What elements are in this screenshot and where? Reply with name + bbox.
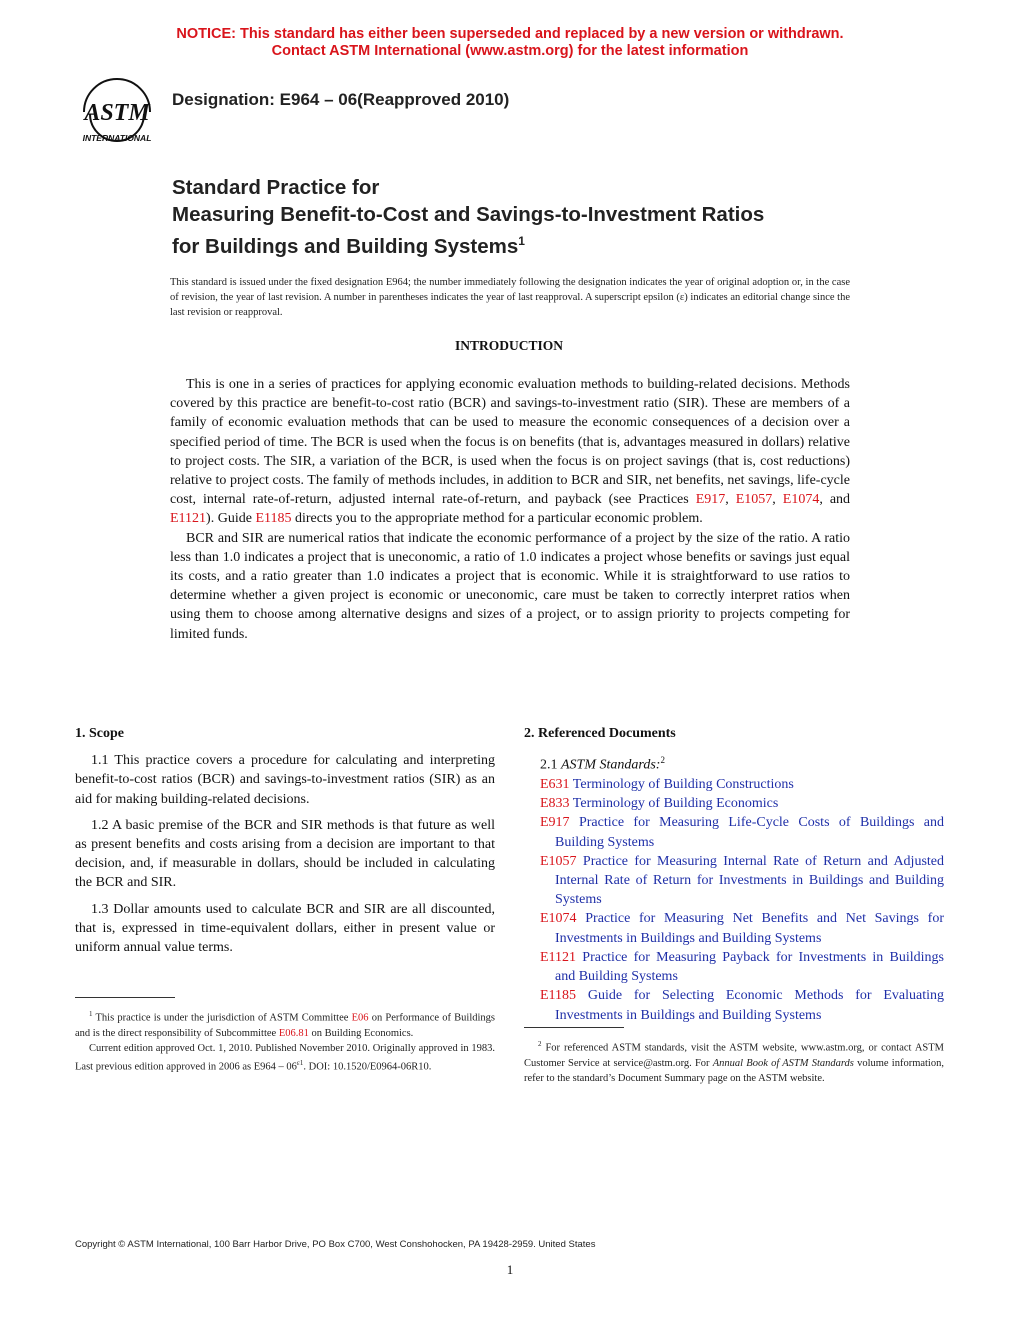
footnote-rule-right [524, 1027, 624, 1028]
footnote-1-paragraph-1: $^1$ This practice is under the jurisdiction of ASTM Committee E06 on Performance of Buildings and is the direct responsibility of Subcommittee E06.81 on Building Economics. [75, 1010, 495, 1039]
referenced-standard-item [524, 794, 944, 813]
title-line-1: Standard Practice for [172, 176, 380, 199]
scope-paragraph-1-2: 1.2 A basic premise of the BCR and SIR methods is that future as well as present benefits and costs arising from a decision are important to that decision, and, if measurable in dollars, should be included in calculating the BCR and SIR. [75, 817, 495, 891]
referenced-standard-title-link[interactable]: Practice for Measuring Internal Rate of Return and Adjusted Internal Rate of Return for Investments in Buildings and Building Systems [555, 853, 944, 908]
footnote-rule-left [75, 997, 175, 998]
title-footnote-mark: 1 [518, 234, 525, 248]
title-line-2: Measuring Benefit-to-Cost and Savings-to-Investment Ratios [172, 202, 765, 226]
referenced-standard-title-link[interactable]: Practice for Measuring Net Benefits and Net Savings for Investments in Buildings and Building Systems [555, 911, 944, 946]
ref-link-e1185[interactable]: E1185 [255, 511, 292, 527]
introduction-paragraph-2: BCR and SIR are numerical ratios that indicate the economic performance of a project by the size of the ratio. A ratio less than 1.0 indicates a project that is uneconomic, a ratio of 1.0 indicates a project whose benefits or savings just equal its costs, and a ratio greater than 1.0 indicates a project that is economic. While it is straightforward to use ratios to determine whether a given project is economic or uneconomic, care must be taken to correctly interpret ratios when using them to choose among alternative designs and sizes of a project, or to assign priority to projects competing for limited funds. [170, 530, 850, 642]
footnote-1-paragraph-2: Current edition approved Oct. 1, 2010. Published November 2010. Originally approved in 1983. Last previous edition approved in 2006 as $E964 - 06^{\varepsilon 1}$. DOI: 10.1520/E0964-06R10. [75, 1042, 495, 1072]
referenced-documents-heading: 2. Referenced Documents [524, 726, 676, 741]
footnote-2-paragraph: $^2$ For referenced ASTM standards, visit the ASTM website, www.astm.org, or contact ASTM Customer Service at service@astm.org. For Annual Book of ASTM Standards volume information, refer to the standard’s Document Summary page on the ASTM website. [524, 1040, 944, 1084]
issued-note: This standard is issued under the fixed designation E964; the number immediately following the designation indicates the year of original adoption or, in the case of revision, the year of last revision. A number in parentheses indicates the year of last reapproval. A superscript epsilon (ε) indicates an editorial change since the last revision or reapproval. [170, 277, 850, 318]
referenced-standard-title-link[interactable]: Practice for Measuring Life-Cycle Costs of Buildings and Building Systems [555, 815, 944, 850]
page-number: 1 [506, 1262, 514, 1277]
referenced-standard-code-link[interactable]: E631 [540, 777, 570, 793]
astm-standards-subheading: 2.1 ASTM Standards:$^2$ [540, 755, 665, 773]
ref-link-e06[interactable]: E06 [351, 1012, 369, 1024]
scope-section [75, 724, 495, 964]
referenced-standard-item [524, 948, 944, 986]
scope-paragraph-1-3: 1.3 Dollar amounts used to calculate BCR and SIR are all discounted, that is, expressed in time-equivalent dollars, either in present value or uniform annual value terms. [75, 901, 495, 956]
ref-link-e1121[interactable]: E1121 [170, 511, 207, 527]
referenced-standard-code-link[interactable]: E917 [540, 815, 570, 831]
withdrawal-notice [0, 26, 1020, 60]
copyright-line: Copyright © ASTM International, 100 Barr Harbor Drive, PO Box C700, West Conshohocken, PA 19428-2959. United States [75, 1239, 596, 1250]
referenced-standard-item [524, 852, 944, 910]
notice-line-2: Contact ASTM International (www.astm.org) for the latest information [271, 43, 749, 59]
notice-line-1: NOTICE: This standard has either been superseded and replaced by a new version or withdrawn. [176, 26, 844, 42]
referenced-documents-section [524, 724, 944, 1025]
ref-link-e1074[interactable]: E1074 [782, 492, 820, 508]
referenced-standard-title-link[interactable]: Practice for Measuring Payback for Investments in Buildings and Building Systems [555, 949, 944, 985]
referenced-standard-code-link[interactable]: E1074 [540, 911, 577, 927]
referenced-standard-item [524, 813, 944, 851]
referenced-standard-code-link[interactable]: E1121 [540, 949, 577, 965]
title-line-3: for Buildings and Building Systems$^1$ [172, 234, 525, 258]
logo-subtext: INTERNATIONAL [82, 133, 152, 143]
referenced-standard-code-link[interactable]: E833 [540, 796, 570, 812]
referenced-standard-code-link[interactable]: E1185 [540, 988, 577, 1004]
designation: Designation: E964 – 06(Reapproved 2010) [172, 90, 510, 109]
referenced-standard-item [524, 986, 944, 1024]
logo-text: ASTM [84, 100, 150, 126]
footnote-2 [524, 1037, 944, 1086]
referenced-standard-item [524, 909, 944, 947]
introduction-paragraph-1: This is one in a series of practices for applying economic evaluation methods to building-related decisions. Methods covered by this practice are benefit-to-cost ratio (BCR) and savings-to-investment ratio (SIR). These are members of a family of economic evaluation methods that can be used to measure the economic consequences of a decision over a specified period of time. The BCR is used when the focus is on benefits (that is, advantages measured in dollars) relative to project costs. The SIR, a variation of the BCR, is used when the focus is on project savings (that is, cost reductions) relative to project costs. The family of methods includes, in addition to BCR and SIR, net benefits, net savings, life-cycle cost, internal rate-of-return, adjusted internal rate-of-return, and payback (see Practices E917, E1057, E1074, and E1121). Guide E1185 directs you to the appropriate method for a particular economic problem. [170, 377, 851, 527]
referenced-standard-title-link[interactable]: Terminology of Building Economics [569, 796, 779, 812]
scope-paragraph-1-1: 1.1 This practice covers a procedure for calculating and interpreting benefit-to-cost ratios (BCR) and savings-to-investment ratios (SIR) as an aid for making building-related decisions. [75, 753, 495, 807]
ref-link-e917[interactable]: E917 [695, 492, 726, 508]
ref-link-e1057[interactable]: E1057 [735, 492, 773, 508]
introduction-body [170, 375, 850, 644]
footnote-1 [75, 1007, 495, 1074]
ref-link-e06-81[interactable]: E06.81 [278, 1027, 309, 1039]
document-title [172, 175, 764, 260]
referenced-standard-title-link[interactable]: Guide for Selecting Economic Methods for Evaluating Investments in Buildings and Building Systems [555, 988, 944, 1023]
referenced-standard-title-link[interactable]: Terminology of Building Constructions [569, 777, 794, 793]
astm-logo [74, 74, 160, 144]
referenced-standards-list [524, 775, 944, 1025]
introduction-heading: INTRODUCTION [454, 338, 563, 353]
scope-heading: 1. Scope [75, 726, 124, 741]
referenced-standard-item [524, 775, 944, 794]
referenced-standard-code-link[interactable]: E1057 [540, 853, 577, 869]
